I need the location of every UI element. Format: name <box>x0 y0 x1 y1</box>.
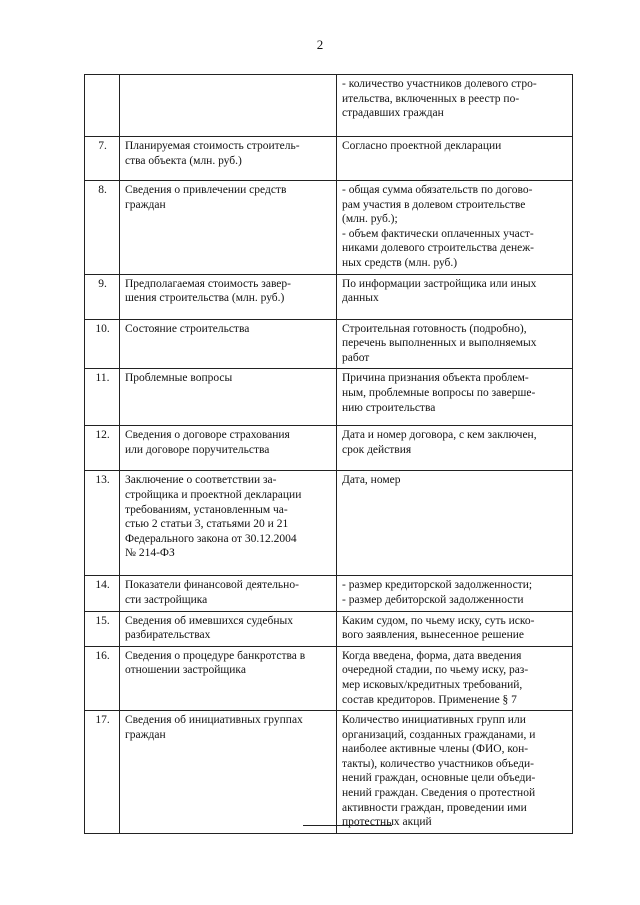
content-line: По информации застройщика или иных <box>342 277 537 290</box>
row-content <box>337 611 573 646</box>
table-row <box>85 576 573 611</box>
content-line: срок действия <box>342 443 412 456</box>
content-line: такты), количество участников объеди- <box>342 757 534 770</box>
content-line: Количество инициативных групп или <box>342 714 526 727</box>
table-row <box>85 319 573 369</box>
row-number: 13. <box>85 471 120 576</box>
title-line: Сведения о процедуре банкротства в <box>125 649 306 662</box>
content-line: Согласно проектной декларации <box>342 140 502 152</box>
row-content <box>337 369 573 426</box>
title-line: Сведения о договоре страхования <box>125 429 290 442</box>
content-line: Каким судом, по чьему иску, суть иско- <box>342 614 535 627</box>
content-line: - общая сумма обязательств по догово- <box>342 184 533 196</box>
row-content <box>337 75 573 137</box>
title-line: граждан <box>125 198 166 211</box>
row-number: 9. <box>85 274 120 319</box>
row-title <box>120 369 337 426</box>
row-title <box>120 611 337 646</box>
content-line: наиболее активные члены (ФИО, кон- <box>342 743 529 756</box>
row-title <box>120 319 337 369</box>
row-title <box>120 274 337 319</box>
row-content <box>337 576 573 611</box>
content-line: (млн. руб.); <box>342 213 398 226</box>
content-line: нию строительства <box>342 401 436 414</box>
info-table <box>84 74 573 834</box>
row-content <box>337 711 573 834</box>
content-line: ным, проблемные вопросы по заверше- <box>342 386 536 399</box>
footer-rule <box>303 825 392 826</box>
content-line: работ <box>342 351 370 364</box>
title-line: Состояние строительства <box>125 322 250 335</box>
table-row <box>85 181 573 275</box>
row-content <box>337 137 573 181</box>
content-line: очередной стадии, по чьему иску, раз- <box>342 664 529 677</box>
title-line: Проблемные вопросы <box>125 372 233 385</box>
row-number: 15. <box>85 611 120 646</box>
title-line: Заключение о соответствии за- <box>125 474 277 487</box>
row-content <box>337 274 573 319</box>
content-line: рам участия в долевом строительстве <box>342 198 526 211</box>
title-line: Сведения о привлечении средств <box>125 184 287 196</box>
content-line: Строительная готовность (подробно), <box>342 322 527 335</box>
table-row <box>85 426 573 471</box>
row-number: 10. <box>85 319 120 369</box>
row-title <box>120 711 337 834</box>
title-line: или договоре поручительства <box>125 443 270 456</box>
row-number: 17. <box>85 711 120 834</box>
title-line: шения строительства (млн. руб.) <box>125 292 285 305</box>
title-line: разбирательствах <box>125 629 211 642</box>
title-line: ства объекта (млн. руб.) <box>125 154 242 167</box>
table-row <box>85 369 573 426</box>
content-line: состав кредиторов. Применение § 7 <box>342 693 517 706</box>
content-line: перечень выполненных и выполняемых <box>342 337 537 350</box>
row-number: 12. <box>85 426 120 471</box>
title-line: сти застройщика <box>125 593 208 606</box>
title-line: Предполагаемая стоимость завер- <box>125 277 291 290</box>
title-line: требованиям, установленным ча- <box>125 503 288 516</box>
row-content <box>337 181 573 275</box>
title-line: Показатели финансовой деятельно- <box>125 579 299 592</box>
table-row <box>85 471 573 576</box>
row-content <box>337 426 573 471</box>
content-line: активности граждан, проведении ими <box>342 801 527 814</box>
content-line: Причина признания объекта проблем- <box>342 372 529 385</box>
content-line: - размер дебиторской задолженности <box>342 593 524 606</box>
title-line: Планируемая стоимость строитель- <box>125 140 300 152</box>
content-line: страдавших граждан <box>342 107 444 120</box>
row-number <box>85 75 120 137</box>
content-line: ительства, включенных в реестр по- <box>342 92 520 105</box>
content-line: нений граждан, основные цели объеди- <box>342 772 536 785</box>
table-row <box>85 137 573 181</box>
content-line: - объем фактически оплаченных участ- <box>342 227 534 240</box>
title-line: № 214-ФЗ <box>125 547 175 560</box>
content-line: организаций, созданных гражданами, и <box>342 728 536 741</box>
row-content <box>337 646 573 710</box>
row-title <box>120 181 337 275</box>
row-title <box>120 75 337 137</box>
row-title <box>120 471 337 576</box>
row-title <box>120 646 337 710</box>
row-number: 7. <box>85 137 120 181</box>
row-title <box>120 576 337 611</box>
table-row <box>85 711 573 834</box>
table-row <box>85 274 573 319</box>
content-line: никами долевого строительства денеж- <box>342 242 534 255</box>
row-number: 11. <box>85 369 120 426</box>
content-line: мер исковых/кредитных требований, <box>342 678 523 691</box>
table-row <box>85 75 573 137</box>
title-line: Сведения об имевшихся судебных <box>125 614 293 627</box>
content-line: - количество участников долевого стро- <box>342 78 537 90</box>
row-number: 14. <box>85 576 120 611</box>
table-row <box>85 611 573 646</box>
content-line: данных <box>342 292 379 305</box>
row-content <box>337 319 573 369</box>
table-row <box>85 646 573 710</box>
row-number: 8. <box>85 181 120 275</box>
page-number: 2 <box>316 37 324 52</box>
title-line: граждан <box>125 728 166 741</box>
content-line: - размер кредиторской задолженности; <box>342 579 533 592</box>
content-line: ных средств (млн. руб.) <box>342 256 458 269</box>
content-line: Дата, номер <box>342 474 401 487</box>
title-line: Сведения об инициативных группах <box>125 714 303 727</box>
title-line: Федерального закона от 30.12.2004 <box>125 532 297 545</box>
row-number: 16. <box>85 646 120 710</box>
content-line: Дата и номер договора, с кем заключен, <box>342 429 537 442</box>
row-title <box>120 426 337 471</box>
title-line: отношении застройщика <box>125 664 246 677</box>
content-line: нений граждан. Сведения о протестной <box>342 787 536 800</box>
content-line: вого заявления, вынесенное решение <box>342 629 525 642</box>
content-line: Когда введена, форма, дата введения <box>342 649 522 662</box>
content-line: протестных акций <box>342 816 432 829</box>
title-line: стью 2 статьи 3, статьями 20 и 21 <box>125 518 289 531</box>
title-line: стройщика и проектной декларации <box>125 488 302 501</box>
row-content <box>337 471 573 576</box>
row-title <box>120 137 337 181</box>
